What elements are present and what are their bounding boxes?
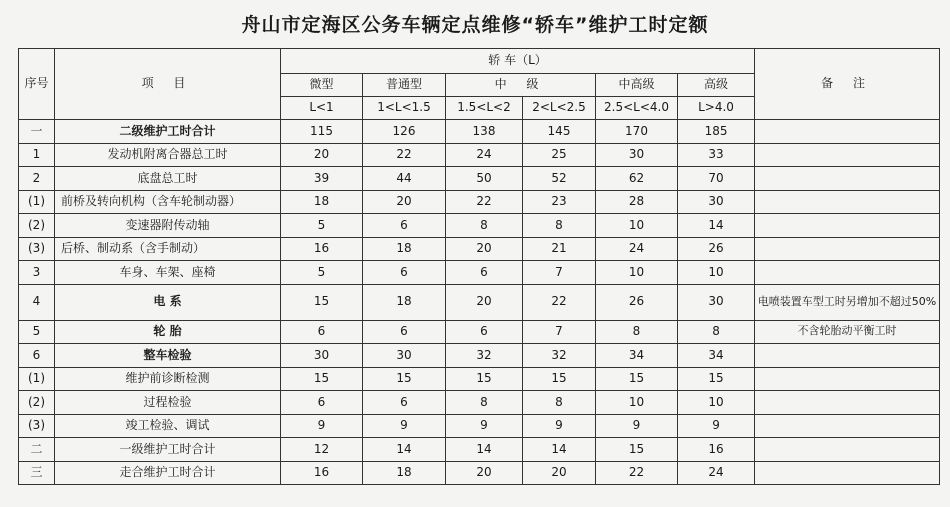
- row-seq: (1): [19, 190, 55, 214]
- row-note: 不含轮胎动平衡工时: [755, 320, 940, 344]
- row-value: 6: [363, 391, 446, 415]
- row-value: 9: [446, 414, 523, 438]
- row-value: 15: [523, 367, 596, 391]
- row-value: 7: [523, 320, 596, 344]
- row-value: 15: [678, 367, 755, 391]
- range-header: 1<L<1.5: [363, 97, 446, 120]
- row-seq: (2): [19, 214, 55, 238]
- row-seq: 三: [19, 461, 55, 485]
- range-header: L>4.0: [678, 97, 755, 120]
- row-value: 26: [678, 237, 755, 261]
- table-row: [19, 190, 940, 214]
- row-value: 15: [281, 367, 363, 391]
- row-item: 二级维护工时合计: [55, 120, 281, 144]
- row-value: 138: [446, 120, 523, 144]
- seq-header: 序号: [19, 49, 55, 120]
- row-value: 8: [678, 320, 755, 344]
- row-item: 前桥及转向机构（含车轮制动器）: [55, 190, 281, 214]
- row-seq: 3: [19, 261, 55, 285]
- row-seq: (3): [19, 237, 55, 261]
- quota-sheet: [18, 48, 939, 485]
- row-value: 6: [446, 320, 523, 344]
- row-value: 26: [596, 284, 678, 320]
- row-value: 30: [363, 344, 446, 368]
- row-seq: 1: [19, 143, 55, 167]
- class-header-mini: 微型: [281, 74, 363, 97]
- row-note: [755, 167, 940, 191]
- row-value: 30: [678, 190, 755, 214]
- row-value: 16: [281, 461, 363, 485]
- row-item: 走合维护工时合计: [55, 461, 281, 485]
- row-value: 14: [523, 438, 596, 462]
- row-value: 22: [363, 143, 446, 167]
- row-value: 23: [523, 190, 596, 214]
- row-note: [755, 237, 940, 261]
- row-value: 24: [446, 143, 523, 167]
- range-header: 1.5<L<2: [446, 97, 523, 120]
- row-value: 6: [446, 261, 523, 285]
- table-row: [19, 261, 940, 285]
- row-value: 25: [523, 143, 596, 167]
- row-value: 21: [523, 237, 596, 261]
- row-value: 34: [678, 344, 755, 368]
- row-value: 15: [363, 367, 446, 391]
- table-row: [19, 167, 940, 191]
- table-row: [19, 237, 940, 261]
- row-value: 115: [281, 120, 363, 144]
- row-item: 轮 胎: [55, 320, 281, 344]
- row-value: 16: [678, 438, 755, 462]
- row-value: 14: [446, 438, 523, 462]
- row-item: 发动机附离合器总工时: [55, 143, 281, 167]
- row-value: 185: [678, 120, 755, 144]
- range-header: 2<L<2.5: [523, 97, 596, 120]
- table-row: [19, 320, 940, 344]
- row-value: 8: [523, 214, 596, 238]
- row-seq: 5: [19, 320, 55, 344]
- row-note: [755, 344, 940, 368]
- row-value: 6: [363, 261, 446, 285]
- row-value: 9: [363, 414, 446, 438]
- row-value: 39: [281, 167, 363, 191]
- row-value: 5: [281, 214, 363, 238]
- row-value: 30: [678, 284, 755, 320]
- row-note: [755, 190, 940, 214]
- row-value: 20: [446, 284, 523, 320]
- row-item: 电 系: [55, 284, 281, 320]
- row-item: 底盘总工时: [55, 167, 281, 191]
- row-value: 8: [596, 320, 678, 344]
- row-item: 过程检验: [55, 391, 281, 415]
- row-value: 6: [363, 214, 446, 238]
- row-value: 70: [678, 167, 755, 191]
- row-value: 18: [281, 190, 363, 214]
- row-value: 34: [596, 344, 678, 368]
- row-value: 8: [446, 391, 523, 415]
- row-value: 15: [281, 284, 363, 320]
- row-value: 52: [523, 167, 596, 191]
- row-item: 整车检验: [55, 344, 281, 368]
- row-value: 10: [596, 391, 678, 415]
- row-note: [755, 261, 940, 285]
- car-group-header: 轿 车（L）: [281, 49, 755, 74]
- row-value: 15: [446, 367, 523, 391]
- row-value: 32: [446, 344, 523, 368]
- row-value: 22: [596, 461, 678, 485]
- row-value: 10: [678, 391, 755, 415]
- row-value: 8: [523, 391, 596, 415]
- row-note: 电喷装置车型工时另增加不超过50%: [755, 284, 940, 320]
- row-note: [755, 367, 940, 391]
- table-row: [19, 214, 940, 238]
- page-title: 舟山市定海区公务车辆定点维修“轿车”维护工时定额: [241, 14, 709, 36]
- row-seq: 二: [19, 438, 55, 462]
- row-seq: 4: [19, 284, 55, 320]
- row-value: 6: [281, 391, 363, 415]
- row-note: [755, 143, 940, 167]
- row-value: 44: [363, 167, 446, 191]
- table-row: [19, 461, 940, 485]
- row-seq: (1): [19, 367, 55, 391]
- row-value: 18: [363, 237, 446, 261]
- row-value: 15: [596, 367, 678, 391]
- row-value: 9: [523, 414, 596, 438]
- range-header: 2.5<L<4.0: [596, 97, 678, 120]
- row-item: 一级维护工时合计: [55, 438, 281, 462]
- row-value: 20: [281, 143, 363, 167]
- row-value: 10: [596, 261, 678, 285]
- row-item: 维护前诊断检测: [55, 367, 281, 391]
- row-note: [755, 438, 940, 462]
- row-value: 50: [446, 167, 523, 191]
- row-value: 30: [281, 344, 363, 368]
- row-value: 33: [678, 143, 755, 167]
- row-value: 10: [678, 261, 755, 285]
- table-row: [19, 391, 940, 415]
- row-value: 20: [363, 190, 446, 214]
- row-value: 12: [281, 438, 363, 462]
- row-note: [755, 414, 940, 438]
- row-item: 后桥、制动系（含手制动）: [55, 237, 281, 261]
- row-item: 变速器附传动轴: [55, 214, 281, 238]
- table-row: [19, 120, 940, 144]
- row-seq: (2): [19, 391, 55, 415]
- row-value: 24: [678, 461, 755, 485]
- row-value: 6: [281, 320, 363, 344]
- class-header-luxury: 高级: [678, 74, 755, 97]
- row-value: 9: [596, 414, 678, 438]
- row-value: 14: [678, 214, 755, 238]
- row-value: 5: [281, 261, 363, 285]
- row-value: 14: [363, 438, 446, 462]
- table-row: [19, 438, 940, 462]
- row-value: 62: [596, 167, 678, 191]
- row-value: 9: [678, 414, 755, 438]
- row-value: 9: [281, 414, 363, 438]
- class-header-upper-mid: 中高级: [596, 74, 678, 97]
- row-note: [755, 120, 940, 144]
- row-note: [755, 214, 940, 238]
- row-note: [755, 391, 940, 415]
- row-value: 20: [523, 461, 596, 485]
- row-value: 30: [596, 143, 678, 167]
- row-seq: (3): [19, 414, 55, 438]
- row-item: 竣工检验、调试: [55, 414, 281, 438]
- row-note: [755, 461, 940, 485]
- row-value: 15: [596, 438, 678, 462]
- row-value: 126: [363, 120, 446, 144]
- row-value: 20: [446, 461, 523, 485]
- row-value: 18: [363, 461, 446, 485]
- row-value: 170: [596, 120, 678, 144]
- row-value: 32: [523, 344, 596, 368]
- row-value: 8: [446, 214, 523, 238]
- table-row: [19, 414, 940, 438]
- row-value: 16: [281, 237, 363, 261]
- table-row: [19, 143, 940, 167]
- row-value: 20: [446, 237, 523, 261]
- table-row: [19, 367, 940, 391]
- row-seq: 一: [19, 120, 55, 144]
- row-value: 10: [596, 214, 678, 238]
- table-row: [19, 344, 940, 368]
- row-value: 22: [523, 284, 596, 320]
- row-value: 6: [363, 320, 446, 344]
- row-value: 24: [596, 237, 678, 261]
- class-header-standard: 普通型: [363, 74, 446, 97]
- quota-table: [18, 48, 940, 485]
- class-header-mid: 中 级: [446, 74, 596, 97]
- row-value: 18: [363, 284, 446, 320]
- row-item: 车身、车架、座椅: [55, 261, 281, 285]
- row-seq: 2: [19, 167, 55, 191]
- note-header: 备 注: [755, 49, 940, 120]
- row-value: 7: [523, 261, 596, 285]
- range-header: L<1: [281, 97, 363, 120]
- row-seq: 6: [19, 344, 55, 368]
- item-header: 项 目: [55, 49, 281, 120]
- table-row: [19, 284, 940, 320]
- row-value: 28: [596, 190, 678, 214]
- row-value: 22: [446, 190, 523, 214]
- row-value: 145: [523, 120, 596, 144]
